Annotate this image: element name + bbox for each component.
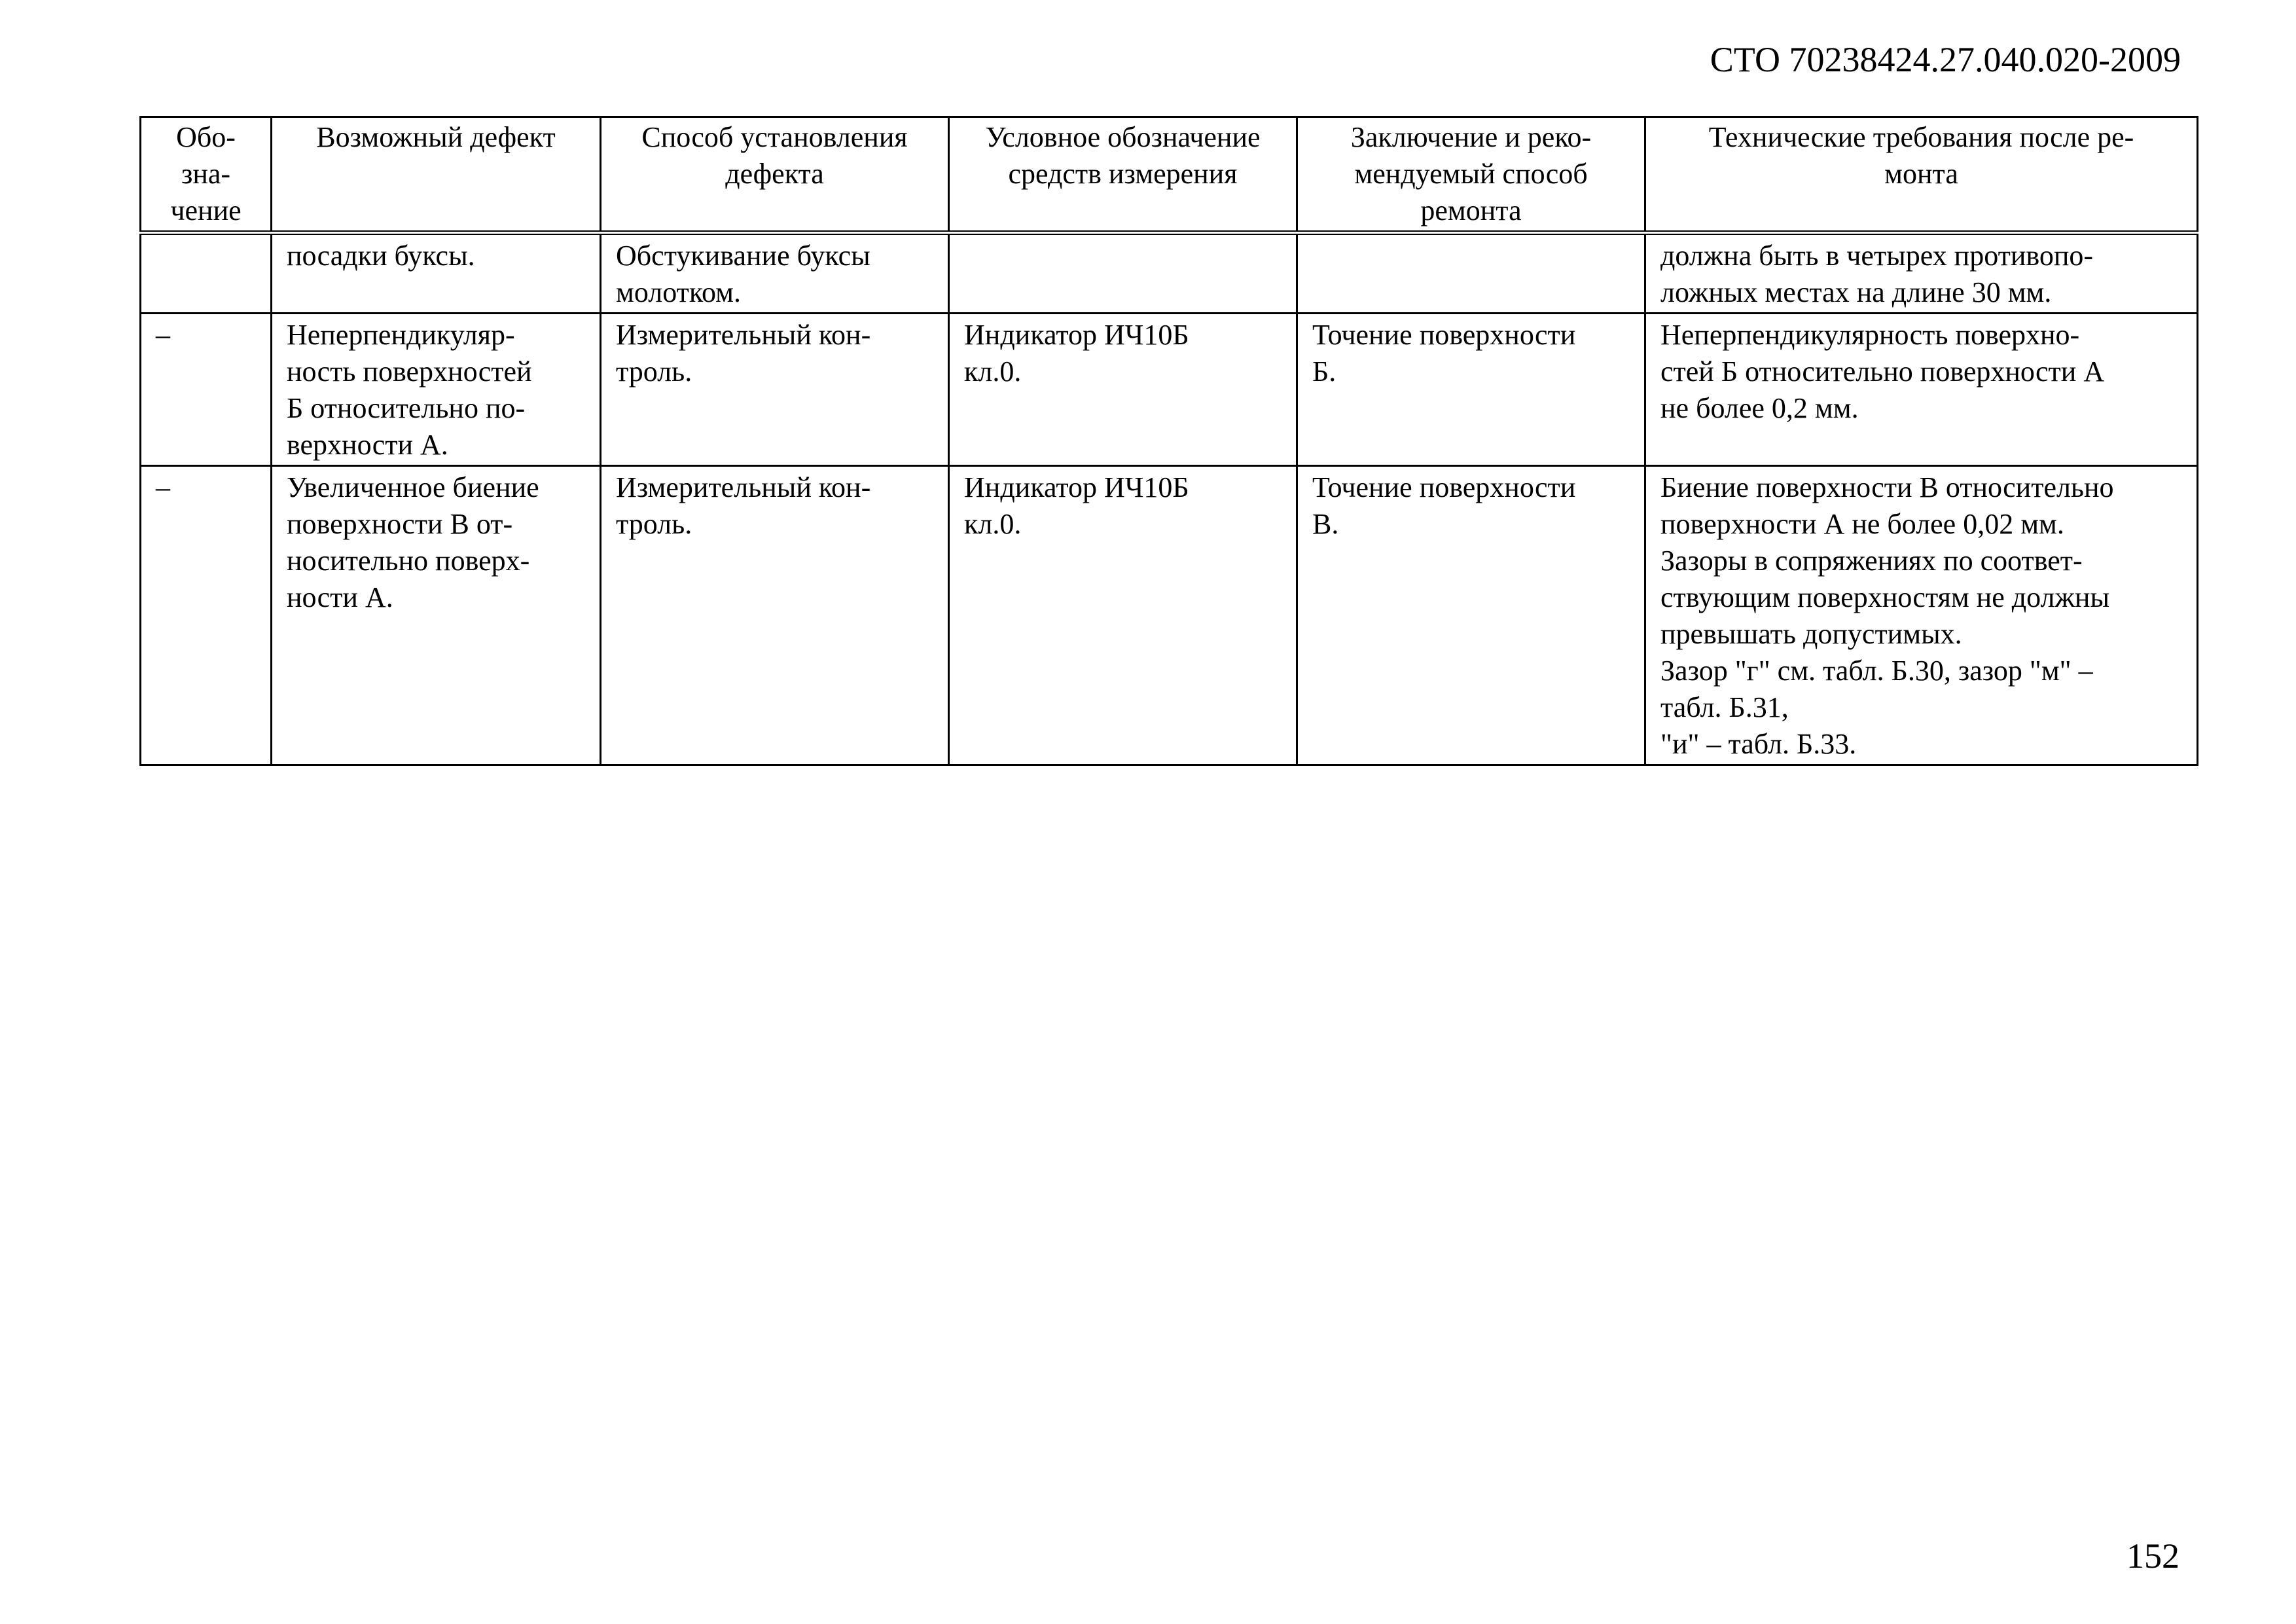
cell-designation: – bbox=[141, 314, 272, 466]
page-number: 152 bbox=[2126, 1536, 2179, 1576]
cell-requirements: Биение поверхности В относительно поверхности А не более 0,02 мм. Зазоры в сопряжениях по соответ- ствующим поверхностям не должны превышать допустимых. Зазор "г" см. табл. Б.30, зазор "м" – табл. Б.31, "и" – табл. Б.33. bbox=[1645, 466, 2198, 765]
cell-method: Измерительный кон- троль. bbox=[601, 314, 949, 466]
cell-method: Измерительный кон- троль. bbox=[601, 466, 949, 765]
table-row bbox=[141, 233, 2198, 314]
cell-conclusion bbox=[1297, 233, 1645, 314]
cell-defect: Увеличенное биение поверхности В от- носительно поверх- ности А. bbox=[272, 466, 601, 765]
table-header-row bbox=[141, 117, 2198, 233]
column-header-instrument: Условное обозначение средств измерения bbox=[949, 117, 1297, 233]
cell-defect: посадки буксы. bbox=[272, 233, 601, 314]
cell-designation bbox=[141, 233, 272, 314]
defects-table bbox=[139, 116, 2198, 766]
table-row bbox=[141, 314, 2198, 466]
cell-method: Обстукивание буксы молотком. bbox=[601, 233, 949, 314]
cell-instrument bbox=[949, 233, 1297, 314]
cell-instrument: Индикатор ИЧ10Б кл.0. bbox=[949, 466, 1297, 765]
column-header-requirements: Технические требования после ре- монта bbox=[1645, 117, 2198, 233]
column-header-conclusion: Заключение и реко- мендуемый способ ремонта bbox=[1297, 117, 1645, 233]
column-header-defect: Возможный дефект bbox=[272, 117, 601, 233]
cell-instrument: Индикатор ИЧ10Б кл.0. bbox=[949, 314, 1297, 466]
cell-conclusion: Точение поверхности В. bbox=[1297, 466, 1645, 765]
column-header-method: Способ установления дефекта bbox=[601, 117, 949, 233]
cell-designation: – bbox=[141, 466, 272, 765]
cell-requirements: должна быть в четырех противопо- ложных местах на длине 30 мм. bbox=[1645, 233, 2198, 314]
cell-defect: Неперпендикуляр- ность поверхностей Б относительно по- верхности А. bbox=[272, 314, 601, 466]
column-header-designation: Обо- зна- чение bbox=[141, 117, 272, 233]
cell-requirements: Неперпендикулярность поверхно- стей Б относительно поверхности А не более 0,2 мм. bbox=[1645, 314, 2198, 466]
cell-conclusion: Точение поверхности Б. bbox=[1297, 314, 1645, 466]
table-row bbox=[141, 466, 2198, 765]
document-code: СТО 70238424.27.040.020-2009 bbox=[1710, 40, 2181, 79]
